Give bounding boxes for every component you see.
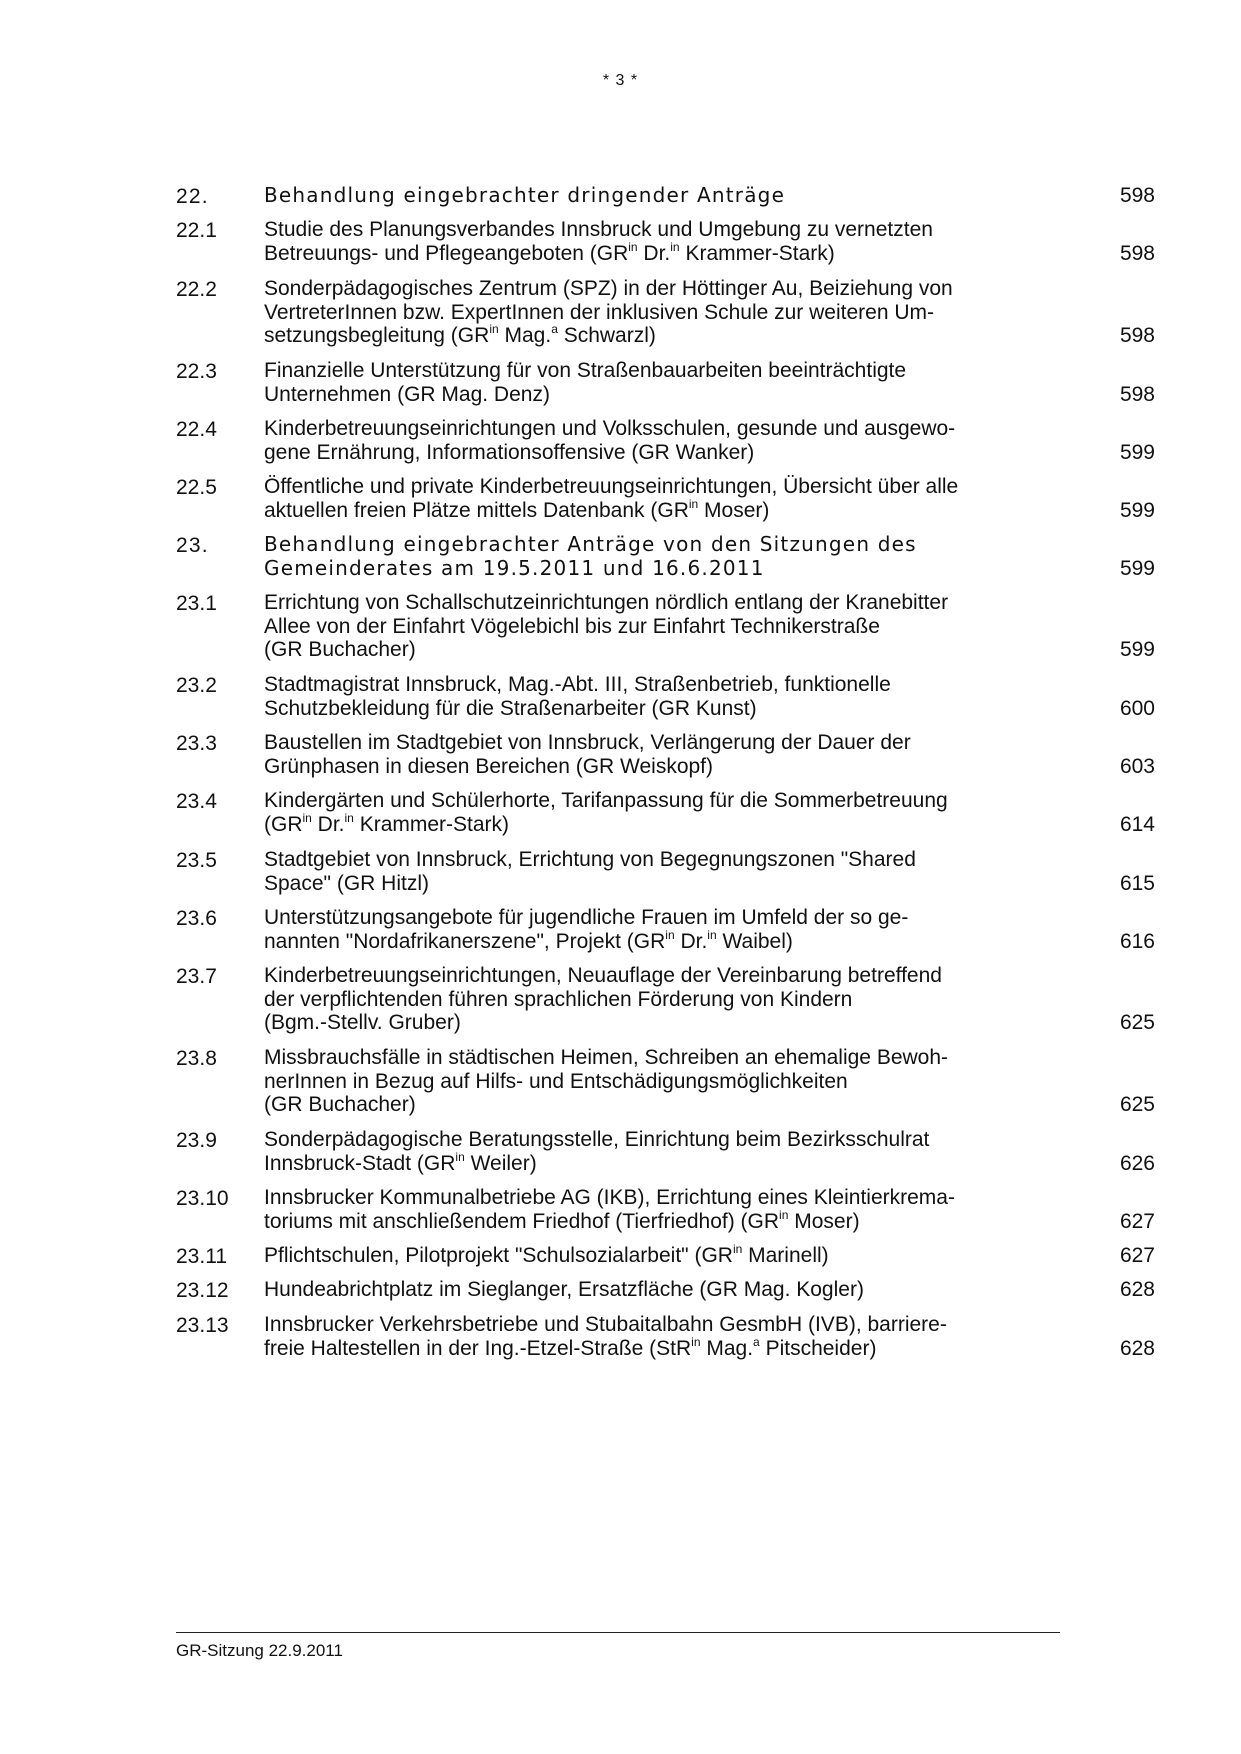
entry-title — [264, 359, 1044, 406]
entry-number: 23.5 — [176, 849, 217, 872]
entry-title — [264, 731, 1044, 778]
entry-number: 22.3 — [176, 360, 217, 383]
entry-page-number: 598 — [1119, 241, 1155, 265]
entry-title-line: gene Ernährung, Informationsoffensive (GR Wanker) — [264, 440, 755, 464]
entry-title-line: Innsbrucker Verkehrsbetriebe und Stubaitalbahn GesmbH (IVB), barriere- — [264, 1313, 947, 1336]
entry-page-number: 598 — [1119, 382, 1155, 406]
superscript: in — [779, 1207, 789, 1222]
entry-title — [264, 1186, 1044, 1233]
entry-title-line: Hundeabrichtplatz im Sieglanger, Ersatzfläche (GR Mag. Kogler) — [264, 1278, 864, 1301]
entry-number: 23.13 — [176, 1314, 229, 1337]
page-number: * 3 * — [602, 72, 639, 89]
entry-title — [264, 1278, 1044, 1302]
entry-title-line: der verpflichtenden führen sprachlichen Förderung von Kindern — [264, 987, 853, 1011]
entry-number: 23.2 — [176, 674, 217, 697]
entry-title-line: Öffentliche und private Kinderbetreuungseinrichtungen, Übersicht über alle — [264, 475, 959, 498]
entry-title-line: Errichtung von Schallschutzeinrichtungen nördlich entlang der Kranebitter — [264, 591, 949, 614]
entry-number: 23.6 — [176, 907, 217, 930]
entry-title — [264, 1313, 1044, 1360]
entry-title-line: Behandlung eingebrachter Anträge von den Sitzungen des — [264, 532, 917, 556]
entry-title-line: ($GR^{in}$ Dr.$^{in}$ Krammer-Stark) — [264, 810, 510, 836]
entry-title-line: Pflichtschulen, Pilotprojekt "Schulsozialarbeit" ($GR^{in}$ Marinell) — [264, 1242, 829, 1267]
entry-number: 23.8 — [176, 1047, 217, 1070]
entry-page-number: 625 — [1119, 1093, 1155, 1116]
entry-page-number: 625 — [1119, 1011, 1155, 1034]
entry-title-line: Innsbrucker Kommunalbetriebe AG (IKB), Errichtung eines Kleintierkrema- — [264, 1186, 955, 1209]
entry-title-line: nerInnen in Bezug auf Hilfs- und Entschädigungsmöglichkeiten — [264, 1069, 848, 1093]
entry-title-line: nannten "Nordafrikanerszene", Projekt ($GR^{in}$ Dr.$^{in}$ Waibel) — [264, 927, 793, 953]
entry-number: 23.1 — [176, 592, 217, 615]
superscript: in — [489, 322, 499, 336]
entry-title — [264, 964, 1044, 1035]
superscript: in — [670, 239, 680, 254]
entry-title-line: Studie des Planungsverbandes Innsbruck und Umgebung zu vernetzten — [264, 218, 933, 241]
entry-title-line: Kindergärten und Schülerhorte, Tarifanpassung für die Sommerbetreuung — [264, 789, 948, 812]
entry-number: 23.9 — [176, 1129, 217, 1152]
entry-title-line: aktuellen freien Plätze mittels Datenbank ($GR^{in}$ Moser) — [264, 496, 770, 522]
entry-title — [264, 673, 1044, 720]
entry-number: 23.10 — [176, 1187, 229, 1210]
entry-page-number: 599 — [1119, 440, 1155, 464]
entry-title — [264, 417, 1044, 464]
entry-page-number: 627 — [1119, 1244, 1155, 1267]
entry-title — [264, 475, 1044, 522]
entry-page-number: 600 — [1119, 696, 1155, 720]
superscript: a — [753, 1334, 760, 1349]
entry-number: 23.11 — [176, 1245, 227, 1268]
entry-title — [264, 591, 1044, 662]
superscript: in — [344, 810, 354, 825]
superscript: in — [455, 1149, 465, 1164]
entry-page-number: 599 — [1119, 638, 1155, 661]
entry-title-line: Grünphasen in diesen Bereichen (GR Weiskopf) — [264, 754, 714, 778]
entry-number: 23. — [176, 534, 209, 557]
entry-number: 22.1 — [176, 219, 217, 242]
entry-title — [264, 184, 1044, 208]
entry-title — [264, 1046, 1044, 1117]
entry-title — [264, 1128, 1044, 1175]
entry-title-line: Baustellen im Stadtgebiet von Innsbruck, Verlängerung der Dauer der — [264, 731, 911, 754]
superscript: in — [691, 1334, 701, 1349]
entry-title-line: Kinderbetreuungseinrichtungen und Volksschulen, gesunde und ausgewo- — [264, 417, 956, 440]
entry-title — [264, 533, 1044, 580]
entry-title — [264, 848, 1044, 895]
entry-page-number: 627 — [1119, 1209, 1155, 1233]
entry-title-line: (GR Buchacher) — [264, 638, 416, 661]
footer-rule — [176, 1632, 1060, 1633]
entry-number: 23.12 — [176, 1279, 229, 1302]
entry-page-number: 616 — [1119, 929, 1155, 953]
entry-title-line: Allee von der Einfahrt Vögelebichl bis zur Einfahrt Technikerstraße — [264, 614, 880, 638]
entry-page-number: 599 — [1119, 498, 1155, 522]
entry-page-number: 626 — [1119, 1151, 1155, 1175]
entry-number: 23.4 — [176, 790, 217, 813]
entry-title-line: Gemeinderates am 19.5.2011 und 16.6.2011 — [264, 555, 765, 580]
entry-title-line: Unterstützungsangebote für jugendliche Frauen im Umfeld der so ge- — [264, 906, 909, 929]
entry-page-number: 628 — [1119, 1336, 1155, 1360]
entry-page-number: 628 — [1119, 1278, 1155, 1301]
entry-title-line: setzungsbegleitung ($GR^{in}$ Mag.$^a$ Schwarzl) — [264, 322, 656, 347]
entry-title-line: Sonderpädagogische Beratungsstelle, Einrichtung beim Bezirksschulrat — [264, 1128, 930, 1151]
entry-title-line: Innsbruck-Stadt ($GR^{in}$ Weiler) — [264, 1149, 537, 1175]
entry-number: 23.3 — [176, 732, 217, 755]
entry-title-line: (Bgm.-Stellv. Gruber) — [264, 1011, 461, 1034]
entry-title — [264, 789, 1044, 836]
superscript: in — [302, 810, 312, 825]
entry-title — [264, 218, 1044, 265]
entry-number: 22.2 — [176, 278, 217, 301]
superscript: in — [665, 927, 675, 942]
entry-title-line: Space" (GR Hitzl) — [264, 871, 429, 895]
entry-title-line: VertreterInnen bzw. ExpertInnen der inklusiven Schule zur weiteren Um- — [264, 300, 935, 324]
footer-text: GR-Sitzung 22.9.2011 — [176, 1641, 343, 1660]
entry-title — [264, 906, 1044, 953]
entry-number: 22. — [176, 185, 209, 208]
entry-title-line: Stadtmagistrat Innsbruck, Mag.-Abt. III, Straßenbetrieb, funktionelle — [264, 673, 891, 696]
entry-title — [264, 1244, 1044, 1268]
entry-number: 22.5 — [176, 476, 217, 499]
entry-number: 22.4 — [176, 418, 217, 441]
entry-title-line: Sonderpädagogisches Zentrum (SPZ) in der Höttinger Au, Beiziehung von — [264, 277, 953, 300]
superscript: in — [628, 239, 638, 254]
entry-title-line: Finanzielle Unterstützung für von Straßenbauarbeiten beeinträchtigte — [264, 359, 907, 382]
entry-page-number: 603 — [1119, 754, 1155, 778]
entry-title-line: toriums mit anschließendem Friedhof (Tierfriedhof) ($GR^{in}$ Moser) — [264, 1207, 860, 1233]
entry-page-number: 599 — [1119, 556, 1155, 580]
entry-page-number: 615 — [1119, 871, 1155, 895]
superscript: in — [732, 1242, 743, 1256]
entry-page-number: 614 — [1119, 812, 1155, 836]
entry-page-number: 598 — [1119, 184, 1155, 207]
entry-title — [264, 277, 1044, 348]
superscript: in — [707, 927, 717, 942]
entry-title-line: Missbrauchsfälle in städtischen Heimen, Schreiben an ehemalige Bewoh- — [264, 1046, 949, 1069]
entry-title-line: Kinderbetreuungseinrichtungen, Neuauflage der Vereinbarung betreffend — [264, 964, 942, 987]
entry-title-line: Behandlung eingebrachter dringender Anträge — [264, 183, 786, 207]
entry-title-line: Betreuungs- und Pflegeangeboten ($GR^{in}$ Dr.$^{in}$ Krammer-Stark) — [264, 239, 835, 265]
entry-page-number: 598 — [1119, 324, 1155, 347]
superscript: in — [688, 496, 699, 511]
entry-title-line: Stadtgebiet von Innsbruck, Errichtung von Begegnungszonen "Shared — [264, 848, 916, 871]
entry-title-line: Schutzbekleidung für die Straßenarbeiter (GR Kunst) — [264, 696, 757, 720]
entry-title-line: (GR Buchacher) — [264, 1093, 416, 1116]
entry-number: 23.7 — [176, 965, 217, 988]
superscript: a — [551, 322, 558, 336]
entry-title-line: freie Haltestellen in der Ing.-Etzel-Straße (StR$^{in}$ Mag.$^a$ Pitscheider) — [264, 1334, 877, 1360]
entry-title-line: Unternehmen (GR Mag. Denz) — [264, 382, 550, 406]
